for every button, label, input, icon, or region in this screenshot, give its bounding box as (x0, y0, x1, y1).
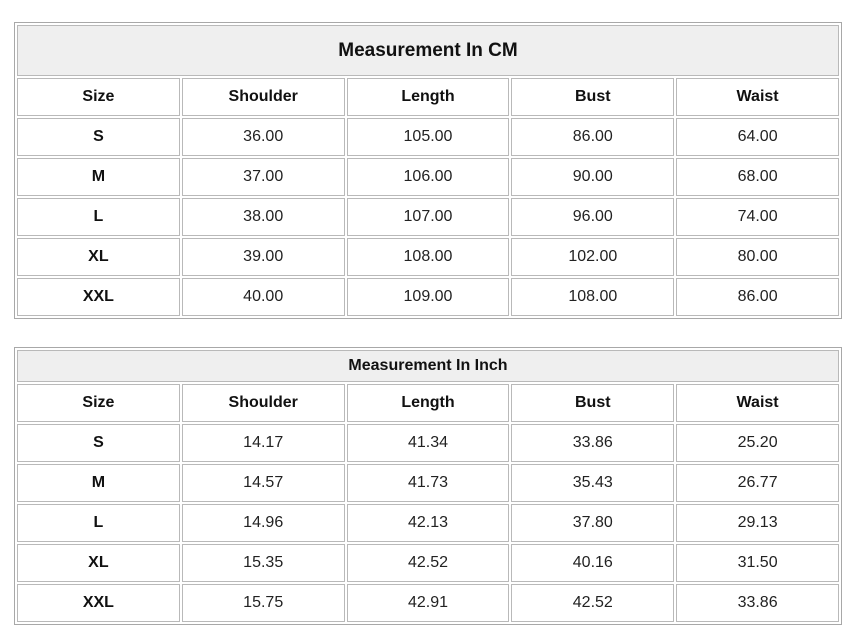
table-row (17, 544, 839, 582)
size-label: M (17, 158, 180, 196)
table-row (17, 158, 839, 196)
waist-value: 80.00 (676, 238, 839, 276)
size-label: XL (17, 238, 180, 276)
waist-value: 33.86 (676, 584, 839, 622)
table-row (17, 198, 839, 236)
bust-value: 96.00 (511, 198, 674, 236)
bust-value: 35.43 (511, 464, 674, 502)
shoulder-value: 39.00 (182, 238, 345, 276)
length-value: 41.73 (347, 464, 510, 502)
table-row (17, 238, 839, 276)
size-label: S (17, 118, 180, 156)
size-label: XXL (17, 584, 180, 622)
waist-value: 74.00 (676, 198, 839, 236)
length-value: 106.00 (347, 158, 510, 196)
header-row (17, 384, 839, 422)
waist-value: 29.13 (676, 504, 839, 542)
waist-value: 64.00 (676, 118, 839, 156)
length-value: 42.91 (347, 584, 510, 622)
bust-value: 33.86 (511, 424, 674, 462)
length-value: 109.00 (347, 278, 510, 316)
table-row (17, 584, 839, 622)
table-title: Measurement In Inch (17, 350, 839, 382)
bust-value: 40.16 (511, 544, 674, 582)
shoulder-value: 36.00 (182, 118, 345, 156)
column-header-waist: Waist (676, 384, 839, 422)
column-header-size: Size (17, 78, 180, 116)
bust-value: 102.00 (511, 238, 674, 276)
waist-value: 86.00 (676, 278, 839, 316)
table-row (17, 464, 839, 502)
waist-value: 25.20 (676, 424, 839, 462)
length-value: 42.13 (347, 504, 510, 542)
column-header-shoulder: Shoulder (182, 384, 345, 422)
waist-value: 31.50 (676, 544, 839, 582)
length-value: 41.34 (347, 424, 510, 462)
table-row (17, 424, 839, 462)
table-row (17, 504, 839, 542)
table-row (17, 118, 839, 156)
length-value: 105.00 (347, 118, 510, 156)
size-chart-cm-table (14, 22, 842, 319)
column-header-bust: Bust (511, 384, 674, 422)
bust-value: 37.80 (511, 504, 674, 542)
bust-value: 108.00 (511, 278, 674, 316)
length-value: 107.00 (347, 198, 510, 236)
shoulder-value: 40.00 (182, 278, 345, 316)
shoulder-value: 14.96 (182, 504, 345, 542)
column-header-bust: Bust (511, 78, 674, 116)
shoulder-value: 38.00 (182, 198, 345, 236)
shoulder-value: 14.57 (182, 464, 345, 502)
length-value: 42.52 (347, 544, 510, 582)
size-label: XXL (17, 278, 180, 316)
shoulder-value: 37.00 (182, 158, 345, 196)
column-header-length: Length (347, 384, 510, 422)
table-title: Measurement In CM (17, 25, 839, 76)
table-row (17, 278, 839, 316)
column-header-size: Size (17, 384, 180, 422)
shoulder-value: 15.35 (182, 544, 345, 582)
bust-value: 42.52 (511, 584, 674, 622)
size-label: XL (17, 544, 180, 582)
shoulder-value: 14.17 (182, 424, 345, 462)
bust-value: 90.00 (511, 158, 674, 196)
column-header-waist: Waist (676, 78, 839, 116)
size-label: M (17, 464, 180, 502)
size-label: L (17, 198, 180, 236)
column-header-shoulder: Shoulder (182, 78, 345, 116)
waist-value: 26.77 (676, 464, 839, 502)
header-row (17, 78, 839, 116)
column-header-length: Length (347, 78, 510, 116)
size-chart-inch-table (14, 347, 842, 625)
size-label: S (17, 424, 180, 462)
bust-value: 86.00 (511, 118, 674, 156)
size-label: L (17, 504, 180, 542)
waist-value: 68.00 (676, 158, 839, 196)
length-value: 108.00 (347, 238, 510, 276)
shoulder-value: 15.75 (182, 584, 345, 622)
